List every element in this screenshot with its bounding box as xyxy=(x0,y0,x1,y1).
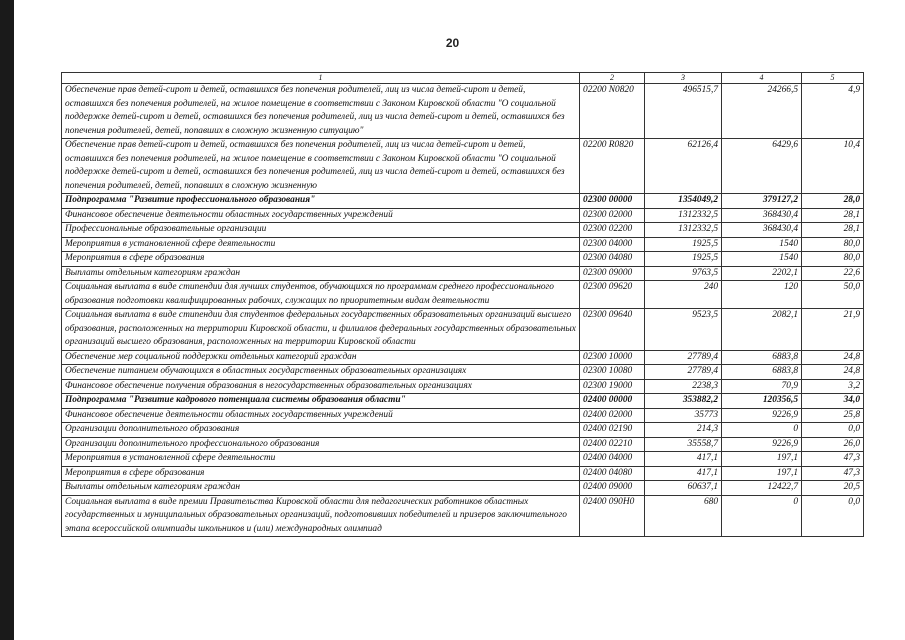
row-actual-cell: 6429,6 xyxy=(722,139,802,194)
row-plan-cell: 1354049,2 xyxy=(645,194,722,209)
row-plan-cell: 240 xyxy=(645,281,722,309)
row-code-cell: 02400 02210 xyxy=(580,437,645,452)
row-name-cell: Обеспечение питанием обучающихся в областных государственных образовательных организациях xyxy=(62,365,580,380)
row-code-cell: 02400 00000 xyxy=(580,394,645,409)
row-name-cell: Финансовое обеспечение получения образования в негосударственных образовательных организациях xyxy=(62,379,580,394)
row-name-cell: Финансовое обеспечение деятельности областных государственных учреждений xyxy=(62,408,580,423)
row-percent-cell: 10,4 xyxy=(802,139,864,194)
row-actual-cell: 1540 xyxy=(722,237,802,252)
row-percent-cell: 80,0 xyxy=(802,237,864,252)
table-row xyxy=(62,394,864,409)
table-row xyxy=(62,194,864,209)
row-name-cell: Обеспечение прав детей-сирот и детей, оставшихся без попечения родителей, лиц из числа детей-сирот и детей, оставшихся без попечения родителей, на жилое помещение в соответствии с Законом Кировской области "О социальной поддержке детей-сирот и детей, оставшихся без попечения родителей, лиц из числа детей-сирот и детей, оставшихся без попечения родителей, детей, попавших в сложную жизненную xyxy=(62,139,580,194)
row-plan-cell: 496515,7 xyxy=(645,84,722,139)
row-code-cell: 02400 04080 xyxy=(580,466,645,481)
row-percent-cell: 28,0 xyxy=(802,194,864,209)
row-actual-cell: 120356,5 xyxy=(722,394,802,409)
row-code-cell: 02300 09640 xyxy=(580,309,645,351)
row-actual-cell: 6883,8 xyxy=(722,350,802,365)
row-percent-cell: 22,6 xyxy=(802,266,864,281)
row-plan-cell: 60637,1 xyxy=(645,481,722,496)
table-row xyxy=(62,266,864,281)
row-actual-cell: 24266,5 xyxy=(722,84,802,139)
row-actual-cell: 197,1 xyxy=(722,452,802,467)
row-name-cell: Социальная выплата в виде стипендии для лучших студентов, обучающихся по программам среднего профессионального образования подготовки квалифицированных рабочих, служащих по приоритетным видам деятельности xyxy=(62,281,580,309)
row-actual-cell: 1540 xyxy=(722,252,802,267)
row-plan-cell: 35558,7 xyxy=(645,437,722,452)
header-col-5: 5 xyxy=(802,73,864,84)
row-actual-cell: 368430,4 xyxy=(722,208,802,223)
row-percent-cell: 47,3 xyxy=(802,466,864,481)
table-row xyxy=(62,365,864,380)
header-col-1: 1 xyxy=(62,73,580,84)
row-name-cell: Подпрограмма "Развитие кадрового потенциала системы образования области" xyxy=(62,394,580,409)
row-name-cell: Организации дополнительного профессионального образования xyxy=(62,437,580,452)
row-actual-cell: 379127,2 xyxy=(722,194,802,209)
row-name-cell: Профессиональные образовательные организации xyxy=(62,223,580,238)
row-plan-cell: 62126,4 xyxy=(645,139,722,194)
row-plan-cell: 1312332,5 xyxy=(645,208,722,223)
row-percent-cell: 20,5 xyxy=(802,481,864,496)
table-row xyxy=(62,84,864,139)
row-actual-cell: 197,1 xyxy=(722,466,802,481)
row-percent-cell: 4,9 xyxy=(802,84,864,139)
row-code-cell: 02300 10000 xyxy=(580,350,645,365)
row-plan-cell: 2238,3 xyxy=(645,379,722,394)
row-name-cell: Социальная выплата в виде стипендии для студентов федеральных государственных образовательных организаций высшего образования, расположенных на территории Кировской области, и филиалов федеральных государственных образовательных организаций высшего образования, расположенных на территории Кировской области xyxy=(62,309,580,351)
row-code-cell: 02400 02000 xyxy=(580,408,645,423)
row-plan-cell: 680 xyxy=(645,495,722,537)
table-row xyxy=(62,139,864,194)
table-row xyxy=(62,408,864,423)
row-plan-cell: 353882,2 xyxy=(645,394,722,409)
row-actual-cell: 368430,4 xyxy=(722,223,802,238)
row-percent-cell: 24,8 xyxy=(802,365,864,380)
row-name-cell: Социальная выплата в виде премии Правительства Кировской области для педагогических работников областных государственных и муниципальных образовательных организаций, подготовивших победителей и призеров заключительного этапа всероссийской олимпиады школьников и (или) международных олимпиад xyxy=(62,495,580,537)
row-percent-cell: 47,3 xyxy=(802,452,864,467)
row-code-cell: 02400 090H0 xyxy=(580,495,645,537)
row-percent-cell: 21,9 xyxy=(802,309,864,351)
row-code-cell: 02300 09620 xyxy=(580,281,645,309)
table-row xyxy=(62,350,864,365)
row-name-cell: Финансовое обеспечение деятельности областных государственных учреждений xyxy=(62,208,580,223)
table-row xyxy=(62,481,864,496)
header-col-3: 3 xyxy=(645,73,722,84)
row-actual-cell: 12422,7 xyxy=(722,481,802,496)
row-code-cell: 02300 04080 xyxy=(580,252,645,267)
table-row xyxy=(62,379,864,394)
row-name-cell: Мероприятия в установленной сфере деятельности xyxy=(62,452,580,467)
row-actual-cell: 2202,1 xyxy=(722,266,802,281)
row-code-cell: 02300 02200 xyxy=(580,223,645,238)
row-percent-cell: 3,2 xyxy=(802,379,864,394)
row-percent-cell: 28,1 xyxy=(802,208,864,223)
row-percent-cell: 0,0 xyxy=(802,495,864,537)
row-plan-cell: 1925,5 xyxy=(645,237,722,252)
row-code-cell: 02300 09000 xyxy=(580,266,645,281)
table-row xyxy=(62,309,864,351)
table-row xyxy=(62,237,864,252)
row-code-cell: 02200 N0820 xyxy=(580,84,645,139)
table-row xyxy=(62,208,864,223)
row-plan-cell: 9763,5 xyxy=(645,266,722,281)
row-plan-cell: 35773 xyxy=(645,408,722,423)
row-plan-cell: 1925,5 xyxy=(645,252,722,267)
table-row xyxy=(62,466,864,481)
row-code-cell: 02200 R0820 xyxy=(580,139,645,194)
table-row xyxy=(62,423,864,438)
row-name-cell: Мероприятия в установленной сфере деятельности xyxy=(62,237,580,252)
row-actual-cell: 9226,9 xyxy=(722,408,802,423)
page-number: 20 xyxy=(445,36,460,50)
table-row xyxy=(62,252,864,267)
table-row xyxy=(62,281,864,309)
row-name-cell: Подпрограмма "Развитие профессионального образования" xyxy=(62,194,580,209)
row-percent-cell: 25,8 xyxy=(802,408,864,423)
table-row xyxy=(62,437,864,452)
row-code-cell: 02400 09000 xyxy=(580,481,645,496)
row-percent-cell: 34,0 xyxy=(802,394,864,409)
row-code-cell: 02400 02190 xyxy=(580,423,645,438)
row-name-cell: Выплаты отдельным категориям граждан xyxy=(62,266,580,281)
header-col-4: 4 xyxy=(722,73,802,84)
table-body xyxy=(62,84,864,537)
row-actual-cell: 6883,8 xyxy=(722,365,802,380)
row-plan-cell: 9523,5 xyxy=(645,309,722,351)
row-plan-cell: 417,1 xyxy=(645,452,722,467)
row-actual-cell: 2082,1 xyxy=(722,309,802,351)
row-name-cell: Мероприятия в сфере образования xyxy=(62,252,580,267)
row-name-cell: Мероприятия в сфере образования xyxy=(62,466,580,481)
row-plan-cell: 214,3 xyxy=(645,423,722,438)
row-actual-cell: 0 xyxy=(722,423,802,438)
row-code-cell: 02300 00000 xyxy=(580,194,645,209)
table-row xyxy=(62,223,864,238)
row-percent-cell: 26,0 xyxy=(802,437,864,452)
row-code-cell: 02400 04000 xyxy=(580,452,645,467)
row-code-cell: 02300 04000 xyxy=(580,237,645,252)
row-percent-cell: 24,8 xyxy=(802,350,864,365)
table-row xyxy=(62,495,864,537)
row-actual-cell: 70,9 xyxy=(722,379,802,394)
row-plan-cell: 27789,4 xyxy=(645,365,722,380)
header-col-2: 2 xyxy=(580,73,645,84)
row-percent-cell: 50,0 xyxy=(802,281,864,309)
row-actual-cell: 0 xyxy=(722,495,802,537)
scan-left-edge xyxy=(0,0,14,640)
row-code-cell: 02300 10080 xyxy=(580,365,645,380)
row-code-cell: 02300 19000 xyxy=(580,379,645,394)
row-name-cell: Обеспечение прав детей-сирот и детей, оставшихся без попечения родителей, лиц из числа детей-сирот и детей, оставшихся без попечения родителей, на жилое помещение в соответствии с Законом Кировской области "О социальной поддержке детей-сирот и детей, оставшихся без попечения родителей, лиц из числа детей-сирот и детей, оставшихся без попечения родителей, детей, попавших в сложную жизненную ситуацию" xyxy=(62,84,580,139)
header-row xyxy=(62,73,864,84)
row-actual-cell: 120 xyxy=(722,281,802,309)
row-percent-cell: 80,0 xyxy=(802,252,864,267)
row-name-cell: Организации дополнительного образования xyxy=(62,423,580,438)
row-name-cell: Обеспечение мер социальной поддержки отдельных категорий граждан xyxy=(62,350,580,365)
row-actual-cell: 9226,9 xyxy=(722,437,802,452)
row-code-cell: 02300 02000 xyxy=(580,208,645,223)
table-row xyxy=(62,452,864,467)
row-plan-cell: 27789,4 xyxy=(645,350,722,365)
row-percent-cell: 28,1 xyxy=(802,223,864,238)
row-plan-cell: 1312332,5 xyxy=(645,223,722,238)
row-plan-cell: 417,1 xyxy=(645,466,722,481)
budget-table xyxy=(61,72,864,537)
row-percent-cell: 0,0 xyxy=(802,423,864,438)
row-name-cell: Выплаты отдельным категориям граждан xyxy=(62,481,580,496)
